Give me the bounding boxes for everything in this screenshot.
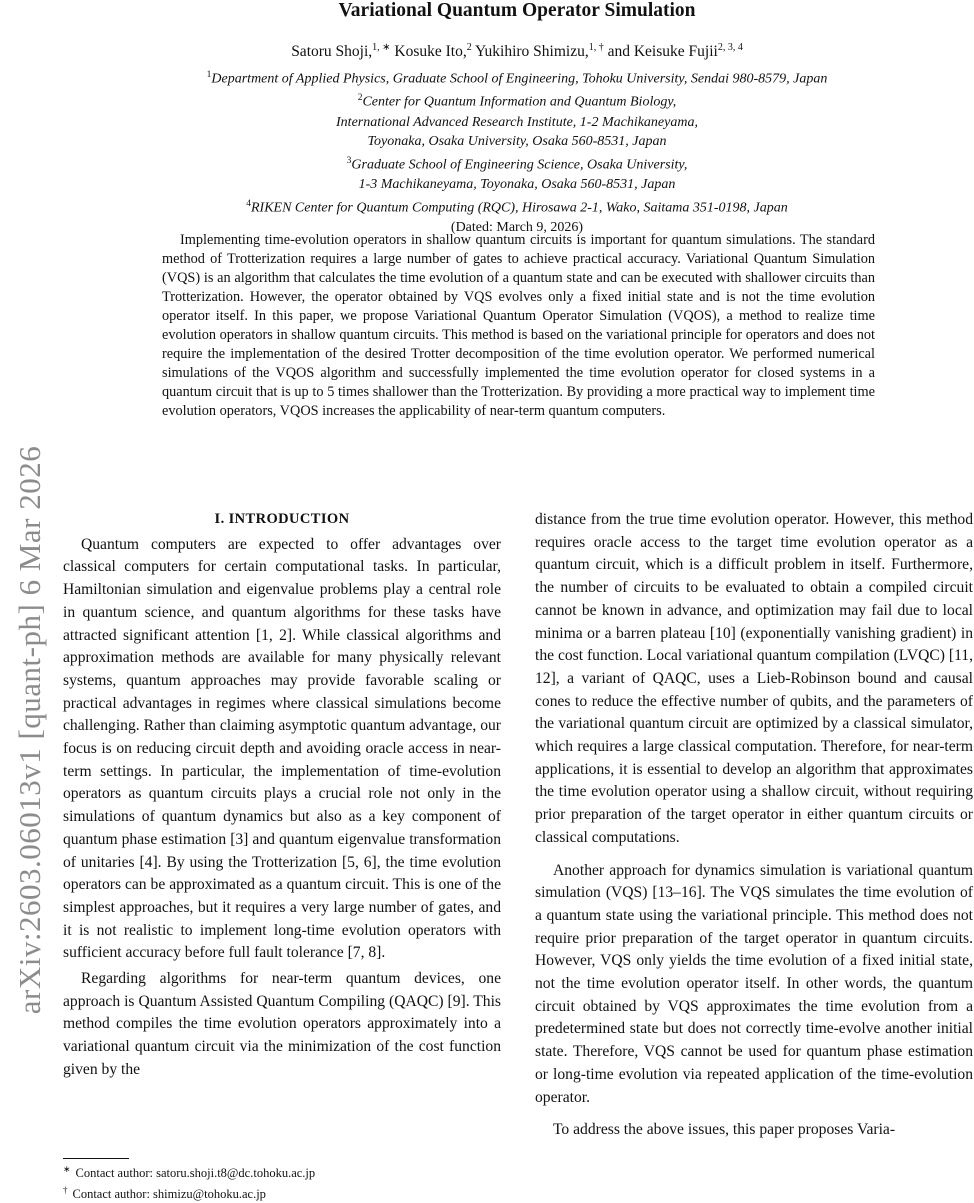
arxiv-side-stamp: [0, 290, 60, 1170]
affiliation-line: $^2$Center for Quantum Information and Quantum Biology,: [357, 93, 677, 110]
affiliation-line: 1-3 Machikaneyama, Toyonaka, Osaka 560-8531, Japan: [358, 176, 676, 192]
body-paragraph: Another approach for dynamics simulation is variational quantum simulation (VQS) [13–16]. The VQS simulates the time evolution of a quantum state using the variational principle. This method does not require prior preparation of the target operator in quantum circuits. However, VQS only yields the time evolution of a fixed initial state, not the time evolution operator itself. In other words, the quantum circuit obtained by VQS approximates the time evolution from a predetermined state but does not correctly time-evolve another initial state. Therefore, VQS cannot be used for quantum phase estimation or long-time evolution via repeated application of the time-evolution operator.: [535, 861, 973, 1106]
affiliation-line: International Advanced Research Institute, 1-2 Machikaneyama,: [336, 114, 698, 130]
affiliation-line: Toyonaka, Osaka University, Osaka 560-8531, Japan: [367, 134, 667, 150]
author: Yukihiro Shimizu,$^{1, \dagger}$: [475, 42, 604, 61]
footnote: ∗ Contact author: satoru.shoji.t8@dc.tohoku.ac.jp: [63, 1164, 316, 1181]
footnote: † Contact author: shimizu@tohoku.ac.jp: [63, 1185, 266, 1202]
body-paragraph: Regarding algorithms for near-term quantum devices, one approach is Quantum Assisted Quantum Compiling (QAQC) [9]. This method compiles the time evolution operators approximately into a variational quantum circuit via the minimization of the cost function given by the: [63, 970, 501, 1078]
author: Kosuke Ito,$^2$: [394, 42, 472, 61]
left-column: [63, 508, 501, 1082]
author-list: [60, 42, 974, 61]
arxiv-identifier: arXiv:2603.06013v1 [quant-ph] 6 Mar 2026: [12, 445, 47, 1015]
affiliation-line: $^3$Graduate School of Engineering Science, Osaka University,: [346, 155, 688, 173]
affiliation-line: $^4$RIKEN Center for Quantum Computing (RQC), Hirosawa 2-1, Wako, Saitama 351-0198, Japan: [246, 198, 788, 216]
affiliation-line: $^1$Department of Applied Physics, Graduate School of Engineering, Tohoku University, Sendai 980-8579, Japan: [206, 70, 828, 87]
date-line: (Dated: March 9, 2026): [450, 219, 584, 235]
body-paragraph: distance from the true time evolution operator. However, this method requires oracle access to the target time evolution operator as a quantum circuit, which is a difficult problem in itself. Furthermore, the number of circuits to be evaluated to obtain a compiled circuit cannot be known in advance, and optimization may fail due to local minima or a barren plateau [10] (exponentially vanishing gradient) in the cost function. Local variational quantum compilation (LVQC) [11, 12], a variant of QAQC, uses a Lieb-Robinson bound and causal cones to reduce the effective number of qubits, and the parameters of the variational quantum circuit are optimized by a classical simulator, which requires a large classical computation. Therefore, for near-term applications, it is essential to develop an algorithm that approximates the time evolution operator using a shallow circuit, without requiring prior preparation of the target operator in either quantum circuits or classical computations.: [535, 511, 973, 846]
body-paragraph: To address the above issues, this paper proposes Varia-: [553, 1121, 896, 1139]
footnotes: [63, 1161, 503, 1203]
footnote-rule: [63, 1158, 129, 1159]
right-column: [535, 509, 973, 1142]
author: and Keisuke Fujii$^{2, 3, 4}$: [607, 42, 743, 61]
section-heading: I. INTRODUCTION: [214, 511, 350, 527]
author: Satoru Shoji,$^{1, ∗}$: [291, 42, 391, 61]
affiliations: [60, 66, 974, 237]
body-paragraph: Quantum computers are expected to offer advantages over classical computers for certain computational tasks. In particular, Hamiltonian simulation and eigenvalue problems play a central role in quantum science, and quantum algorithms for these tasks have attracted significant attention [1, 2]. While classical algorithms and approximation methods are available for many physically relevant systems, quantum approaches may provide favorable scaling or practical advantages in regimes where classical simulations become challenging. Rather than claiming asymptotic quantum advantage, our focus is on reducing circuit depth and avoiding oracle access in near-term settings. In particular, the implementation of time-evolution operators as quantum circuits plays a crucial role not only in the simulations of quantum dynamics but also as a key component of quantum phase estimation [3] and quantum eigenvalue transformation of unitaries [4]. By using the Trotterization [5, 6], the time evolution operators can be approximated as a quantum circuit. This is one of the simplest approaches, but it requires a very large number of gates, and it is not realistic to implement long-time evolution operators with sufficient accuracy before full fault tolerance [7, 8].: [63, 535, 501, 962]
abstract: Implementing time-evolution operators in shallow quantum circuits is important for quantum simulations. The standard method of Trotterization requires a large number of gates to achieve practical accuracy. Variational Quantum Simulation (VQS) is an algorithm that calculates the time evolution of a quantum state and can be executed with shallower circuits than Trotterization. However, the operator obtained by VQS evolves only a fixed initial state and is not the time evolution operator itself. In this paper, we propose Variational Quantum Operator Simulation (VQOS), a method to realize time evolution operators in shallow quantum circuits. This method is based on the variational principle for operators and does not require the implementation of the desired Trotter decomposition of the time evolution operator. We performed numerical simulations of the VQOS algorithm and successfully implemented the time evolution operator for closed systems in a quantum circuit that is up to 5 times shallower than the Trotterization. By providing a more practical way to implement time evolution operators, VQOS increases the applicability of near-term quantum computers.: [162, 232, 875, 419]
paper-title: Variational Quantum Operator Simulation: [338, 0, 696, 21]
